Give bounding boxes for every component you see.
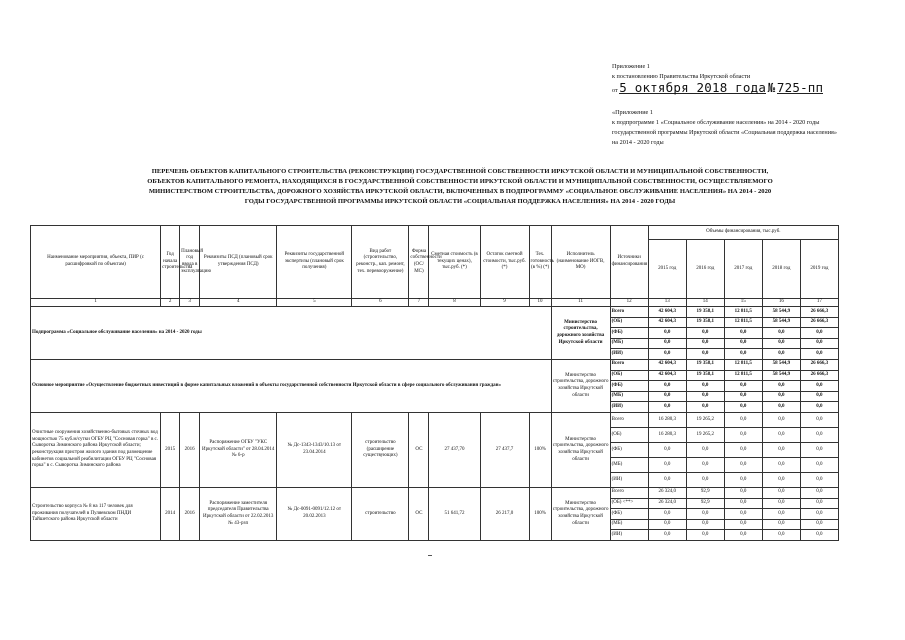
funding-value: 0,0	[648, 381, 686, 392]
col-number: 5	[277, 299, 352, 307]
source-label: (ОБ)	[610, 317, 648, 328]
funding-value: 0,0	[800, 381, 838, 392]
funding-value: 26 324,0	[648, 487, 686, 498]
col-number: 12	[610, 299, 648, 307]
appendix-date-line	[612, 80, 842, 96]
funding-value: 12 811,5	[724, 317, 762, 328]
funding-value: 0,0	[800, 391, 838, 402]
col-header-remain: Остаток сметной стоимости, тыс.руб. (*)	[480, 226, 529, 299]
funding-value: 12 811,5	[724, 370, 762, 381]
funding-value: 26 666,3	[800, 317, 838, 328]
funding-value: 0,0	[800, 338, 838, 349]
funding-value: 19 358,1	[686, 317, 724, 328]
funding-value: 0,0	[724, 427, 762, 442]
funding-value: 0,0	[762, 509, 800, 520]
col-header-expertise: Реквизиты государственной экспертизы (плановый срок получения)	[277, 226, 352, 299]
source-label: (ФБ)	[610, 442, 648, 457]
source-label: (ИИ)	[610, 402, 648, 413]
funding-value: 58 544,9	[762, 307, 800, 318]
funding-value: 92,9	[686, 487, 724, 498]
object1-row-total	[31, 412, 839, 427]
col-header-year: 2018 год	[762, 240, 800, 299]
funding-value: 0,0	[686, 509, 724, 520]
funding-value: 0,0	[724, 381, 762, 392]
column-numbers-row	[31, 299, 839, 307]
appendix-line-2: к постановлению Правительства Иркутской области	[612, 73, 751, 80]
object2-ownership: ОС	[409, 487, 429, 540]
object1-expertise: № Дс-1343-1343/10.13 от 23.04.2014	[277, 412, 352, 487]
funding-value: 0,0	[762, 487, 800, 498]
funding-value: 0,0	[686, 328, 724, 339]
funding-value: 0,0	[686, 349, 724, 360]
source-label: (ФБ)	[610, 381, 648, 392]
funding-value: 0,0	[686, 391, 724, 402]
funding-value: 19 358,1	[686, 307, 724, 318]
col-header-name: Наименование мероприятия, объекта, ПИР (с расшифровкой по объектам)	[31, 226, 161, 299]
funding-value: 0,0	[724, 442, 762, 457]
col-number: 10	[529, 299, 551, 307]
col-header-end: Плановый год ввода в эксплуатацию	[180, 226, 200, 299]
funding-value: 0,0	[762, 442, 800, 457]
funding-value: 0,0	[762, 427, 800, 442]
col-number: 17	[800, 299, 838, 307]
funding-value: 42 604,3	[648, 317, 686, 328]
col-header-sources: Источники финансирования	[610, 226, 648, 299]
funding-value: 92,9	[686, 498, 724, 509]
funding-value: 0,0	[762, 391, 800, 402]
funding-value: 0,0	[724, 338, 762, 349]
object2-expertise: № Дс-0091-0091/12.12 от 20.02.2013	[277, 487, 352, 540]
source-label: (ОБ)	[610, 370, 648, 381]
source-label: (ОБ)	[610, 427, 648, 442]
funding-value: 0,0	[724, 509, 762, 520]
funding-value: 0,0	[724, 412, 762, 427]
funding-value: 58 544,9	[762, 359, 800, 370]
col-number: 11	[551, 299, 610, 307]
funding-value: 0,0	[762, 530, 800, 541]
object1-work-type: строительство (расширение существующих)	[352, 412, 409, 487]
col-header-year: 2016 год	[686, 240, 724, 299]
object1-ready: 100%	[529, 412, 551, 487]
funding-value: 0,0	[686, 457, 724, 472]
object2-start-year: 2014	[161, 487, 180, 540]
funding-value: 0,0	[686, 442, 724, 457]
funding-value: 12 811,5	[724, 359, 762, 370]
funding-value: 42 604,3	[648, 359, 686, 370]
col-header-work: Вид работ (строительство, реконстр., кап. ремонт, тех. перевооружение)	[352, 226, 409, 299]
funding-value: 42 604,3	[648, 307, 686, 318]
funding-value: 26 666,3	[800, 370, 838, 381]
funding-value: 0,0	[648, 530, 686, 541]
funding-value: 0,0	[724, 402, 762, 413]
col-number: 1	[31, 299, 161, 307]
funding-value: 0,0	[762, 328, 800, 339]
object2-remain: 26 217,0	[480, 487, 529, 540]
funding-value: 16 280,3	[648, 412, 686, 427]
appendix-block	[612, 62, 842, 148]
source-label: Всего	[610, 412, 648, 427]
funding-value: 42 604,3	[648, 370, 686, 381]
funding-value: 0,0	[762, 402, 800, 413]
funding-value: 0,0	[762, 519, 800, 530]
funding-value: 0,0	[800, 402, 838, 413]
funding-value: 0,0	[724, 487, 762, 498]
col-number: 14	[686, 299, 724, 307]
source-label: (ОБ) <**>	[610, 498, 648, 509]
funding-value: 0,0	[648, 509, 686, 520]
objects-table	[30, 225, 839, 541]
object1-start-year: 2015	[161, 412, 180, 487]
source-label: Всего	[610, 359, 648, 370]
object2-name: Строительство корпуса № 8 на 117 человек для проживания получателей в Пуляевском ПНДИ Тайшетского района Иркутской области	[31, 487, 161, 540]
funding-value: 0,0	[800, 519, 838, 530]
funding-value: 0,0	[800, 442, 838, 457]
funding-value: 0,0	[800, 509, 838, 520]
main-activity-executor: Министерство строительства, дорожного хозяйства Иркутской области	[551, 359, 610, 412]
funding-value: 0,0	[762, 457, 800, 472]
decree-date: 5 октября 2018 года	[619, 80, 767, 95]
col-header-executor: Исполнитель (наименование ИОГВ, МО)	[551, 226, 610, 299]
source-label: (ФБ)	[610, 328, 648, 339]
funding-value: 0,0	[724, 328, 762, 339]
funding-value: 0,0	[686, 402, 724, 413]
funding-value: 0,0	[800, 457, 838, 472]
object2-cost: 51 641,72	[429, 487, 480, 540]
funding-value: 26 324,0	[648, 498, 686, 509]
funding-value: 0,0	[686, 472, 724, 487]
funding-value: 0,0	[800, 498, 838, 509]
appendix-line-3: «Приложение 1	[612, 109, 653, 116]
source-label: (МБ)	[610, 519, 648, 530]
funding-value: 0,0	[762, 498, 800, 509]
funding-value: 0,0	[800, 472, 838, 487]
funding-value: 0,0	[800, 427, 838, 442]
funding-value: 58 544,9	[762, 317, 800, 328]
funding-value: 0,0	[724, 457, 762, 472]
funding-value: 0,0	[762, 381, 800, 392]
funding-value: 0,0	[648, 391, 686, 402]
appendix-line-1: Приложение 1	[612, 63, 650, 70]
decree-number: 725-пп	[776, 80, 824, 95]
col-header-start: Год начала строительства	[161, 226, 180, 299]
funding-value: 0,0	[800, 487, 838, 498]
funding-value: 0,0	[762, 338, 800, 349]
object1-cost: 27 437,70	[429, 412, 480, 487]
funding-value: 0,0	[686, 519, 724, 530]
subprogram-executor: Министерство строительства, дорожного хозяйства Иркутской области	[551, 307, 610, 360]
funding-value: 0,0	[762, 412, 800, 427]
appendix-line-4: к подпрограмме 1 «Социальное обслуживание населения» на 2014 - 2020 годы государственной программы Иркутской области «Социальная поддержка населения» на 2014 - 2020 годы	[612, 119, 837, 146]
source-label: (МБ)	[610, 391, 648, 402]
page-mark	[428, 555, 432, 556]
funding-value: 0,0	[800, 412, 838, 427]
funding-value: 0,0	[762, 472, 800, 487]
funding-value: 0,0	[724, 391, 762, 402]
subprogram-row-total	[31, 307, 839, 318]
funding-value: 58 544,9	[762, 370, 800, 381]
object1-executor: Министерство строительства, дорожного хозяйства Иркутской области	[551, 412, 610, 487]
funding-value: 0,0	[648, 519, 686, 530]
col-number: 6	[352, 299, 409, 307]
number-prefix: №	[767, 80, 776, 95]
col-header-year: 2017 год	[724, 240, 762, 299]
funding-value: 0,0	[724, 349, 762, 360]
funding-value: 0,0	[724, 498, 762, 509]
col-number: 4	[200, 299, 277, 307]
funding-value: 0,0	[648, 402, 686, 413]
object2-executor: Министерство строительства, дорожного хозяйства Иркутской области	[551, 487, 610, 540]
object2-end-year: 2016	[180, 487, 200, 540]
funding-value: 0,0	[800, 530, 838, 541]
funding-value: 19 358,1	[686, 370, 724, 381]
object2-work-type: строительство	[352, 487, 409, 540]
funding-value: 0,0	[686, 530, 724, 541]
date-prefix: от	[612, 87, 618, 94]
col-header-year: 2015 год	[648, 240, 686, 299]
col-header-ready: Тех. готовность (в %) (*)	[529, 226, 551, 299]
object2-psd: Распоряжение заместителя председателя Правительства Иркутской области от 22.02.2013 № 43-рзп	[200, 487, 277, 540]
col-number: 15	[724, 299, 762, 307]
funding-value: 0,0	[648, 472, 686, 487]
funding-value: 0,0	[648, 328, 686, 339]
document-title: ПЕРЕЧЕНЬ ОБЪЕКТОВ КАПИТАЛЬНОГО СТРОИТЕЛЬСТВА (РЕКОНСТРУКЦИИ) ГОСУДАРСТВЕННОЙ СОБСТВЕННОСТИ ИРКУТСКОЙ ОБЛАСТИ И МУНИЦИПАЛЬНОЙ СОБСТВЕННОСТИ, ОБЪЕКТОВ КАПИТАЛЬНОГО РЕМОНТА, НАХОДЯЩИХСЯ В ГОСУДАРСТВЕННОЙ СОБСТВЕННОСТИ ИРКУТСКОЙ ОБЛАСТИ И МУНИЦИПАЛЬНОЙ СОБСТВЕННОСТИ, ОСУЩЕСТВЛЯЕМОГО МИНИСТЕРСТВОМ СТРОИТЕЛЬСТВА, ДОРОЖНОГО ХОЗЯЙСТВА ИРКУТСКОЙ ОБЛАСТИ, ВКЛЮЧЕННЫХ В ПОДПРОГРАММУ «СОЦИАЛЬНОЕ ОБСЛУЖИВАНИЕ НАСЕЛЕНИЯ» НА 2014 - 2020 ГОДЫ ГОСУДАРСТВЕННОЙ ПРОГРАММЫ ИРКУТСКОЙ ОБЛАСТИ «СОЦИАЛЬНАЯ ПОДДЕРЖКА НАСЕЛЕНИЯ» НА 2014 - 2020 ГОДЫ	[147, 168, 773, 205]
funding-value: 0,0	[648, 349, 686, 360]
funding-value: 19 265,2	[686, 412, 724, 427]
funding-value: 0,0	[648, 457, 686, 472]
col-header-funding: Объемы финансирования, тыс.руб.	[648, 226, 838, 240]
funding-value: 0,0	[724, 472, 762, 487]
col-number: 3	[180, 299, 200, 307]
funding-value: 0,0	[724, 519, 762, 530]
col-number: 8	[429, 299, 480, 307]
col-header-psd: Реквизиты ПСД (плановый срок утверждения ПСД)	[200, 226, 277, 299]
funding-value: 0,0	[648, 442, 686, 457]
funding-value: 16 280,3	[648, 427, 686, 442]
source-label: (ИИ)	[610, 472, 648, 487]
object1-ownership: ОС	[409, 412, 429, 487]
object1-name: Очистные сооружения хозяйственно-бытовых сточных вод мощностью 75 куб.м/сутки ОГБУ РЦ "Сосновая горка" в с. Сыворотка Зиминского района Иркутской области; реконструкция пристроя жилого здания под размещение кабинетов социальной реабилитации ОГБУ РЦ "Сосновая горка" в с. Сыворотка Зиминского района	[31, 412, 161, 487]
funding-value: 26 666,3	[800, 359, 838, 370]
source-label: (ИИ)	[610, 349, 648, 360]
col-header-year: 2019 год	[800, 240, 838, 299]
funding-value: 0,0	[800, 328, 838, 339]
col-number: 2	[161, 299, 180, 307]
funding-value: 0,0	[648, 338, 686, 349]
subprogram-name: Подпрограмма «Социальное обслуживание населения» на 2014 - 2020 годы	[31, 307, 552, 360]
funding-value: 0,0	[686, 338, 724, 349]
source-label: (МБ)	[610, 457, 648, 472]
funding-value: 0,0	[686, 381, 724, 392]
col-number: 13	[648, 299, 686, 307]
col-number: 7	[409, 299, 429, 307]
funding-value: 26 666,3	[800, 307, 838, 318]
funding-value: 0,0	[724, 530, 762, 541]
col-header-cost: Сметная стоимость (в текущих ценах), тыс.руб. (*)	[429, 226, 480, 299]
col-number: 9	[480, 299, 529, 307]
source-label: (ИИ)	[610, 530, 648, 541]
funding-value: 19 358,1	[686, 359, 724, 370]
source-label: (МБ)	[610, 338, 648, 349]
col-number: 16	[762, 299, 800, 307]
object1-end-year: 2016	[180, 412, 200, 487]
object2-row-total	[31, 487, 839, 498]
object2-ready: 100%	[529, 487, 551, 540]
object1-remain: 27 437,7	[480, 412, 529, 487]
source-label: Всего	[610, 307, 648, 318]
funding-value: 0,0	[762, 349, 800, 360]
main-activity-row-total	[31, 359, 839, 370]
source-label: (ФБ)	[610, 509, 648, 520]
col-header-ownership: Форма собственности (ОС/МС)	[409, 226, 429, 299]
source-label: Всего	[610, 487, 648, 498]
main-activity-name: Основное мероприятие «Осуществление бюджетных инвестиций в форме капитальных вложений в объекты государственной собственности Иркутской области в сфере социального обслуживания граждан»	[31, 359, 552, 412]
funding-value: 12 811,5	[724, 307, 762, 318]
object1-psd: Распоряжение ОГБУ "УКС Иркутской области" от 28.04.2014 № 6-р	[200, 412, 277, 487]
funding-value: 19 265,2	[686, 427, 724, 442]
funding-value: 0,0	[800, 349, 838, 360]
